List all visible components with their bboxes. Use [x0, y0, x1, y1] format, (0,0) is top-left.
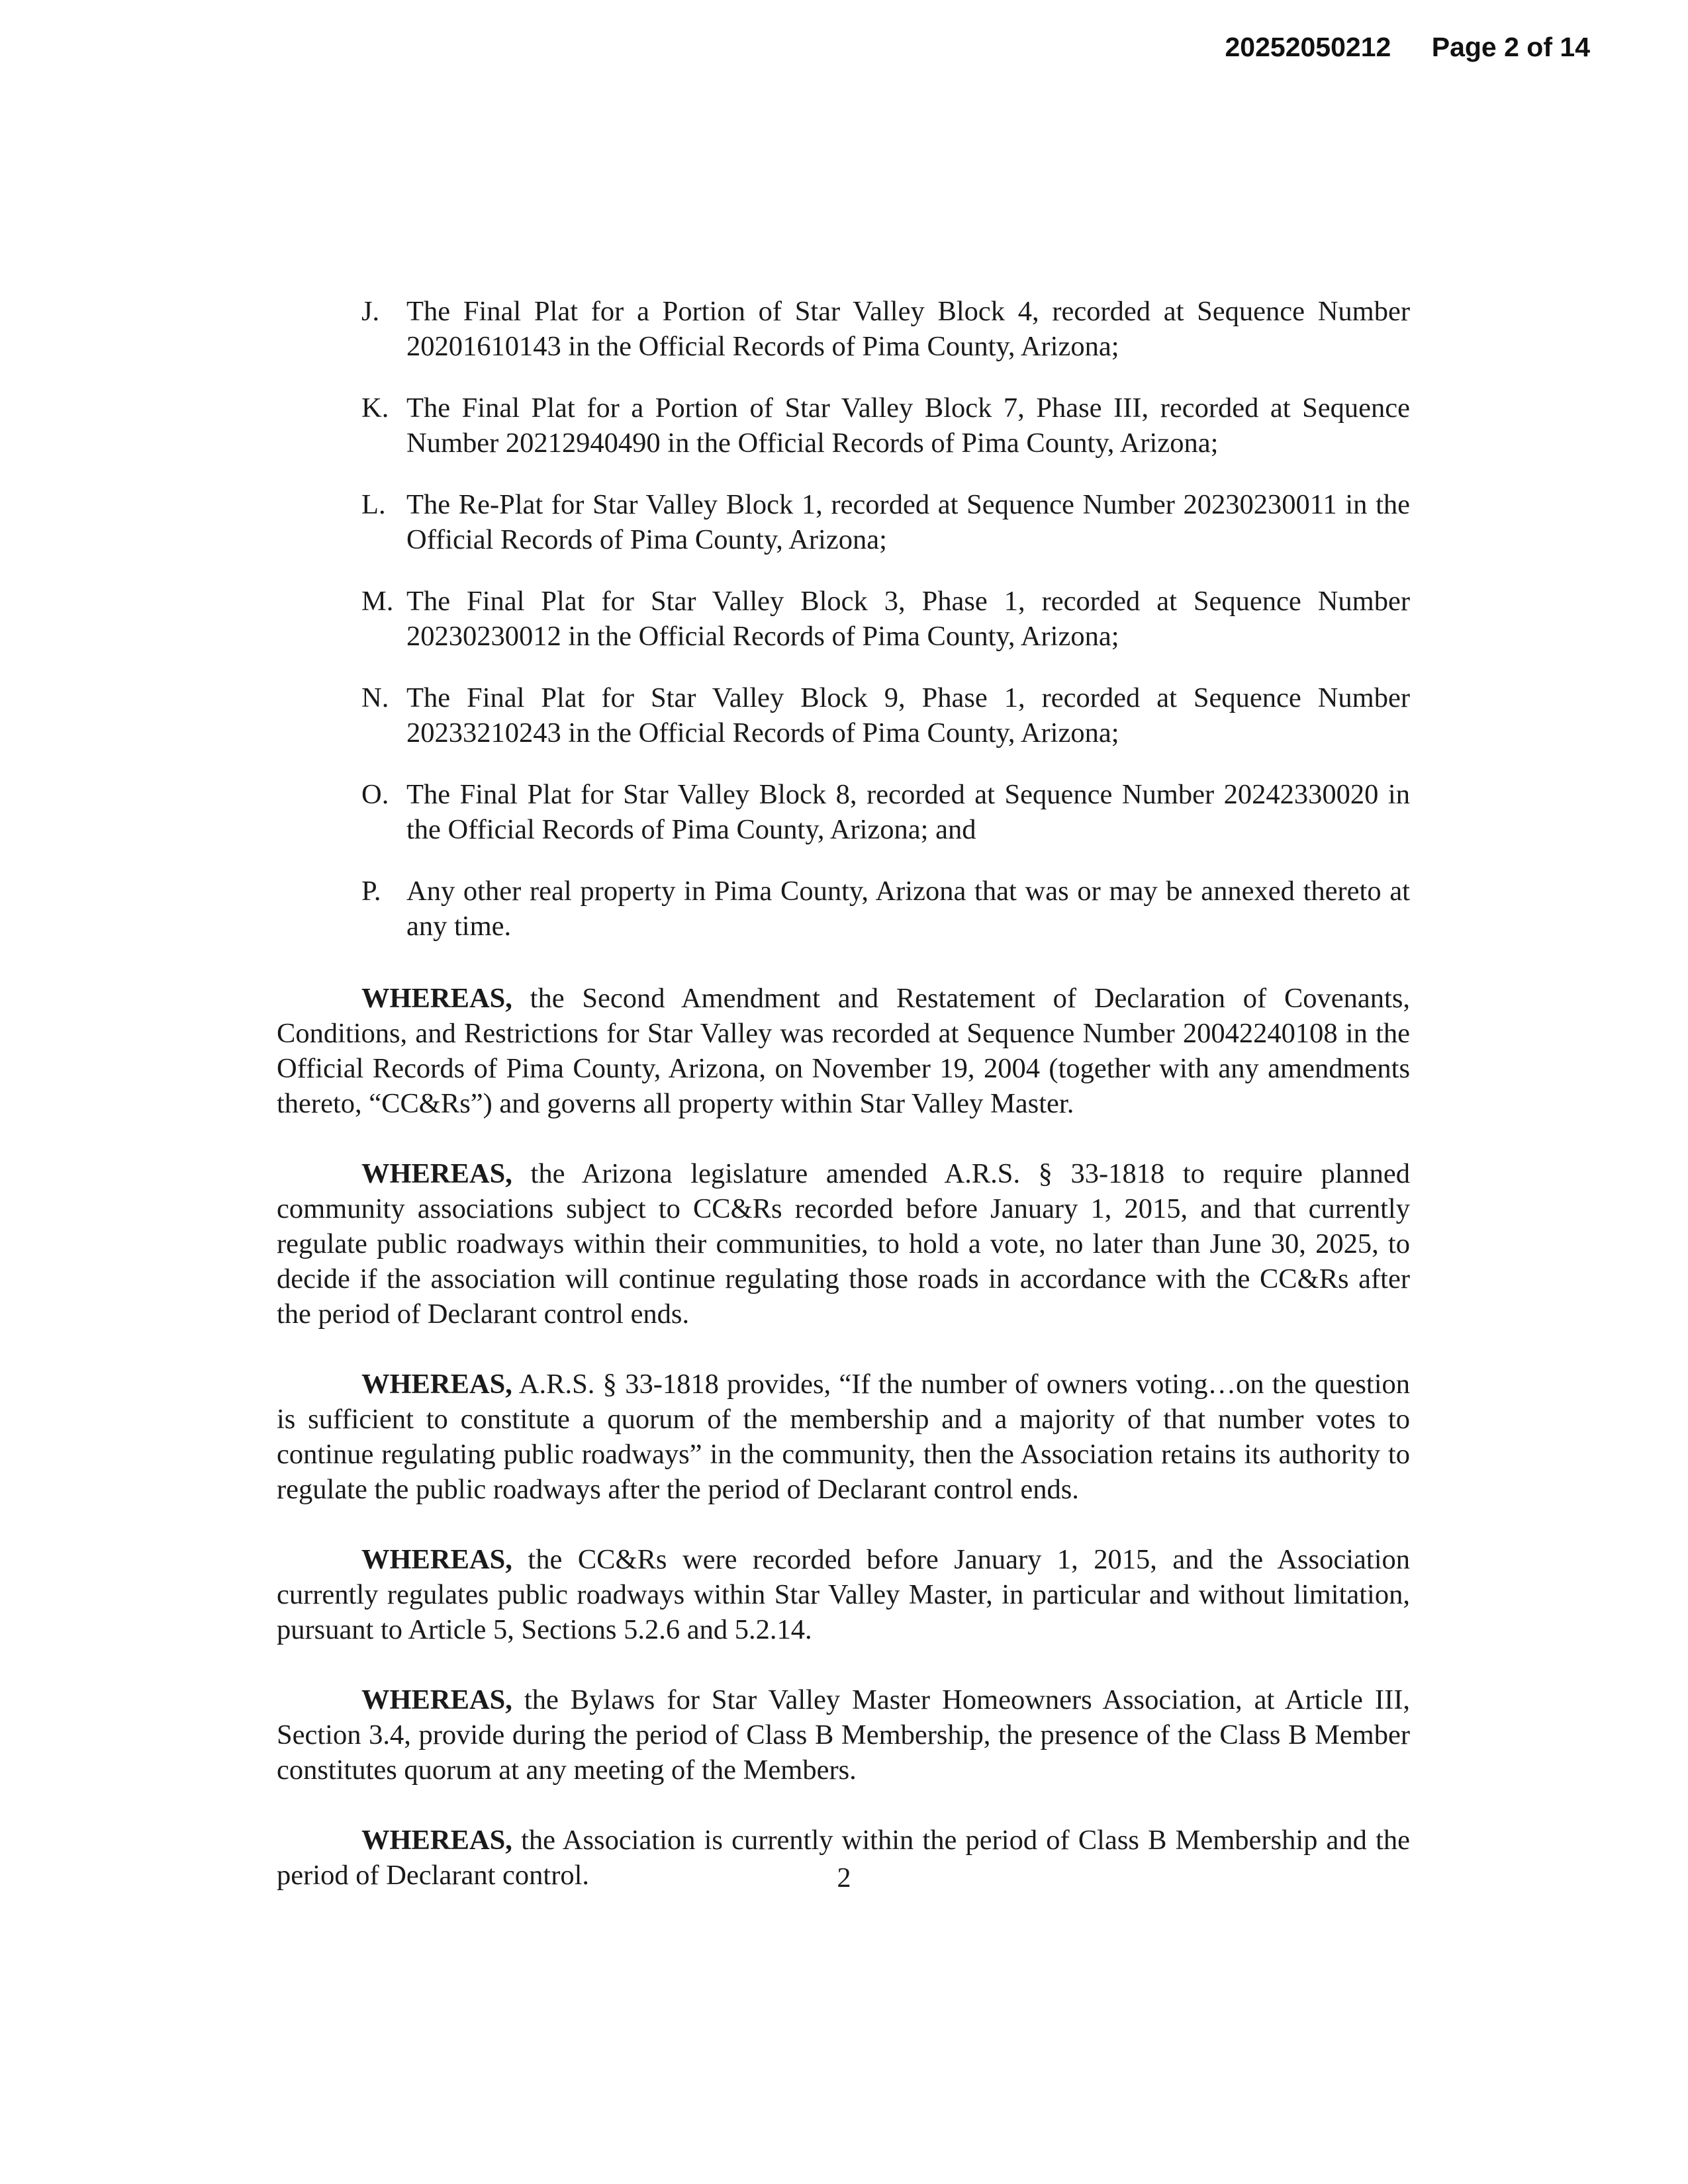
list-item: [277, 584, 1410, 654]
list-item: [277, 487, 1410, 557]
list-item-letter: N.: [361, 682, 389, 713]
list-item: [277, 294, 1410, 364]
list-item-letter: M.: [361, 586, 394, 617]
whereas-text: A.R.S. § 33-1818 provides, “If the number of owners voting…on the question is sufficient to constitute a quorum of the membership and a majority of that number votes to continue regulating public roadways” in the community, then the Association retains its authority to regulate the public roadways after the period of Declarant control ends.: [277, 1369, 1410, 1505]
document-body: [277, 294, 1410, 1928]
whereas-lead: WHEREAS,: [361, 1158, 512, 1189]
whereas-lead: WHEREAS,: [361, 983, 512, 1014]
list-item: [277, 680, 1410, 751]
whereas-paragraph: [277, 1367, 1410, 1507]
page-number: 2: [837, 1863, 851, 1893]
list-item: [277, 390, 1410, 461]
whereas-text: the CC&Rs were recorded before January 1, 2015, and the Association currently regulates public roadways within Star Valley Master, in particular and without limitation, pursuant to Article 5, Sections 5.2.6 and 5.2.14.: [277, 1544, 1410, 1645]
list-item-letter: O.: [361, 779, 389, 810]
whereas-text: the Second Amendment and Restatement of Declaration of Covenants, Conditions, and Restrictions for Star Valley was recorded at Sequence Number 20042240108 in the Official Records of Pima County, Arizona, on November 19, 2004 (together with any amendments thereto, “CC&Rs”) and governs all property within Star Valley Master.: [277, 983, 1410, 1119]
whereas-lead: WHEREAS,: [361, 1684, 512, 1715]
whereas-paragraph: [277, 1682, 1410, 1788]
whereas-paragraph: [277, 1156, 1410, 1332]
list-item-letter: L.: [361, 489, 386, 520]
list-item-text: Any other real property in Pima County, Arizona that was or may be annexed thereto at any time.: [406, 876, 1410, 942]
list-item-text: The Final Plat for Star Valley Block 9, Phase 1, recorded at Sequence Number 20233210243 in the Official Records of Pima County, Arizona;: [406, 682, 1410, 749]
whereas-paragraph: [277, 1542, 1410, 1647]
list-item: [277, 777, 1410, 847]
list-item-text: The Re-Plat for Star Valley Block 1, recorded at Sequence Number 20230230011 in the Official Records of Pima County, Arizona;: [406, 489, 1410, 555]
whereas-lead: WHEREAS,: [361, 1369, 512, 1400]
whereas-paragraph: [277, 981, 1410, 1121]
whereas-text: the Bylaws for Star Valley Master Homeowners Association, at Article III, Section 3.4, provide during the period of Class B Membership, the presence of the Class B Member constitutes quorum at any meeting of the Members.: [277, 1684, 1410, 1786]
list-item-text: The Final Plat for Star Valley Block 3, Phase 1, recorded at Sequence Number 20230230012 in the Official Records of Pima County, Arizona;: [406, 586, 1410, 652]
list-item-letter: J.: [361, 296, 380, 327]
list-item-text: The Final Plat for a Portion of Star Valley Block 4, recorded at Sequence Number 20201610143 in the Official Records of Pima County, Arizona;: [406, 296, 1410, 362]
whereas-lead: WHEREAS,: [361, 1544, 512, 1575]
list-item-letter: K.: [361, 392, 389, 424]
recording-header: [1225, 32, 1590, 63]
whereas-text: the Association is currently within the period of Class B Membership and the period of Declarant control.: [277, 1825, 1410, 1891]
list-item-text: The Final Plat for Star Valley Block 8, recorded at Sequence Number 20242330020 in the Official Records of Pima County, Arizona; and: [406, 779, 1410, 845]
list-item: [277, 874, 1410, 944]
document-number: 20252050212: [1225, 32, 1391, 62]
page-label: Page 2 of 14: [1431, 32, 1590, 62]
whereas-text: the Arizona legislature amended A.R.S. § 33-1818 to require planned community associations subject to CC&Rs recorded before January 1, 2015, and that currently regulate public roadways within their communities, to hold a vote, no later than June 30, 2025, to decide if the association will continue regulating those roads in accordance with the CC&Rs after the period of Declarant control ends.: [277, 1158, 1410, 1330]
list-item-letter: P.: [361, 876, 381, 907]
list-item-text: The Final Plat for a Portion of Star Valley Block 7, Phase III, recorded at Sequence Number 20212940490 in the Official Records of Pima County, Arizona;: [406, 392, 1410, 459]
whereas-lead: WHEREAS,: [361, 1825, 512, 1856]
